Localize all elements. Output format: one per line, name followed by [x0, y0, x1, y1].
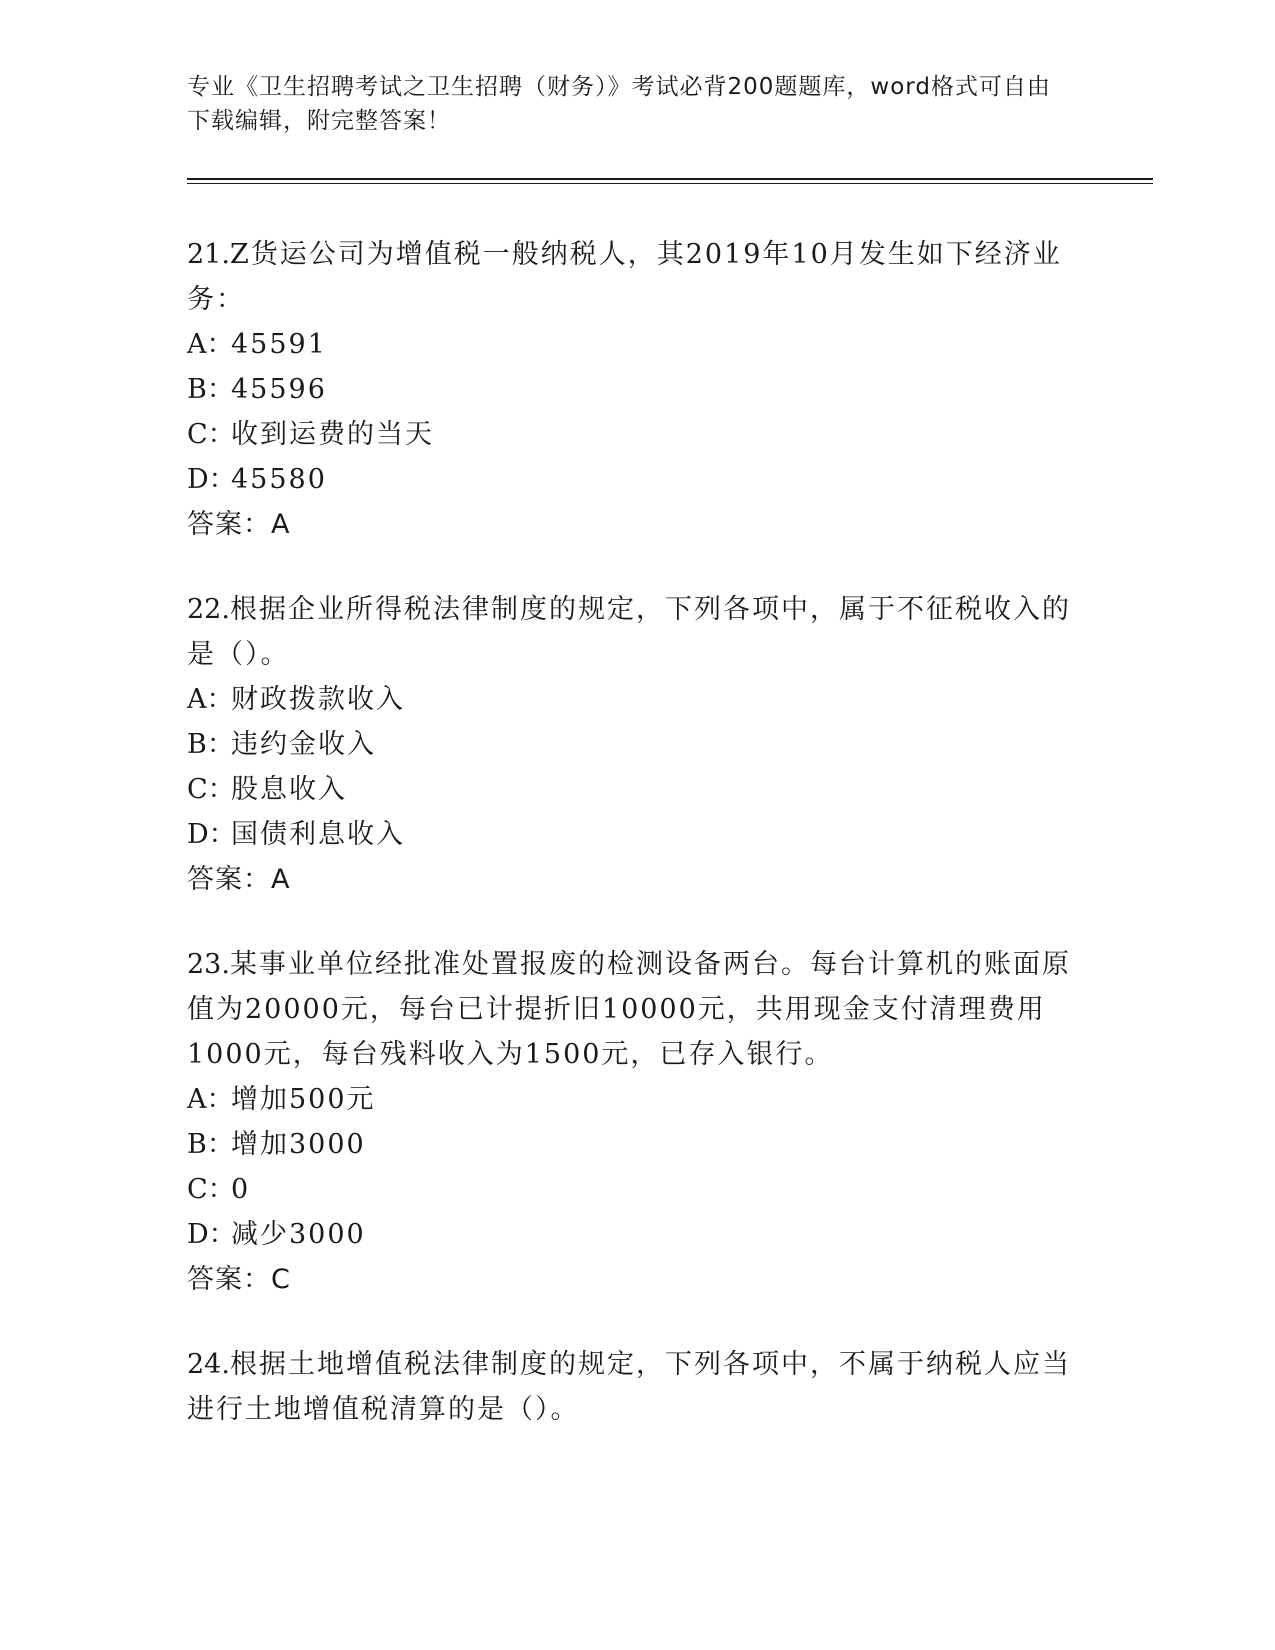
option-text: 45580: [231, 464, 327, 495]
question-number: 23.: [187, 949, 230, 980]
option-letter: C：: [187, 419, 235, 450]
option-letter: B：: [187, 1129, 234, 1160]
answer-value: A: [271, 864, 291, 895]
question-text: Z货运公司为增值税一般纳税人，其2019年10月发生如下经济业务：: [187, 239, 1062, 315]
option-letter: C：: [187, 774, 235, 805]
option-letter: D：: [187, 1219, 236, 1250]
option-letter: B：: [187, 729, 234, 760]
option-d: [187, 457, 1077, 502]
document-header: 专业《卫生招聘考试之卫生招聘（财务）》考试必背200题题库，word格式可自由下载编辑，附完整答案！: [187, 74, 1051, 134]
option-letter: D：: [187, 464, 236, 495]
option-text: 45591: [231, 329, 327, 360]
question-stem: [187, 587, 1077, 677]
answer-line: [187, 857, 1077, 902]
option-text: 违约金收入: [231, 729, 376, 760]
option-letter: A：: [187, 329, 234, 360]
answer-value: A: [271, 509, 291, 540]
header-divider-thick: [187, 178, 1153, 180]
answer-line: [187, 502, 1077, 547]
answer-label: 答案：: [187, 864, 271, 895]
option-c: [187, 412, 1077, 457]
option-b: [187, 1122, 1077, 1167]
option-a: [187, 1077, 1077, 1122]
question-number: 22.: [187, 594, 230, 625]
question-stem: [187, 232, 1077, 322]
answer-label: 答案：: [187, 509, 271, 540]
answer-line: [187, 1257, 1077, 1302]
option-letter: A：: [187, 684, 234, 715]
question-number: 24.: [187, 1349, 230, 1380]
question-stem: [187, 1342, 1077, 1432]
question-text: 根据土地增值税法律制度的规定，下列各项中，不属于纳税人应当进行土地增值税清算的是（）。: [187, 1349, 1071, 1425]
question-22: [187, 587, 1077, 902]
question-stem: [187, 942, 1077, 1077]
option-text: 增加3000: [231, 1129, 366, 1160]
option-text: 减少3000: [231, 1219, 366, 1250]
question-text: 根据企业所得税法律制度的规定，下列各项中，属于不征税收入的是（）。: [187, 594, 1071, 670]
option-d: [187, 812, 1077, 857]
option-b: [187, 367, 1077, 412]
answer-value: C: [271, 1264, 291, 1295]
option-text: 股息收入: [231, 774, 347, 805]
option-c: [187, 1167, 1077, 1212]
option-letter: B：: [187, 374, 234, 405]
option-text: 收到运费的当天: [231, 419, 434, 450]
option-text: 财政拨款收入: [231, 684, 405, 715]
option-d: [187, 1212, 1077, 1257]
option-a: [187, 677, 1077, 722]
question-24: [187, 1342, 1077, 1432]
question-number: 21.: [187, 239, 230, 270]
option-a: [187, 322, 1077, 367]
option-c: [187, 767, 1077, 812]
question-21: [187, 232, 1077, 547]
question-text: 某事业单位经批准处置报废的检测设备两台。每台计算机的账面原值为20000元，每台已计提折旧10000元，共用现金支付清理费用1000元，每台残料收入为1500元，已存入银行。: [187, 949, 1071, 1070]
option-letter: A：: [187, 1084, 234, 1115]
option-letter: C：: [187, 1174, 235, 1205]
option-letter: D：: [187, 819, 236, 850]
option-text: 45596: [231, 374, 327, 405]
option-text: 0: [231, 1174, 251, 1205]
answer-label: 答案：: [187, 1264, 271, 1295]
question-list: [187, 232, 1077, 1472]
option-text: 国债利息收入: [231, 819, 405, 850]
option-b: [187, 722, 1077, 767]
question-23: [187, 942, 1077, 1302]
header-divider-thin: [187, 183, 1153, 184]
option-text: 增加500元: [231, 1084, 376, 1115]
